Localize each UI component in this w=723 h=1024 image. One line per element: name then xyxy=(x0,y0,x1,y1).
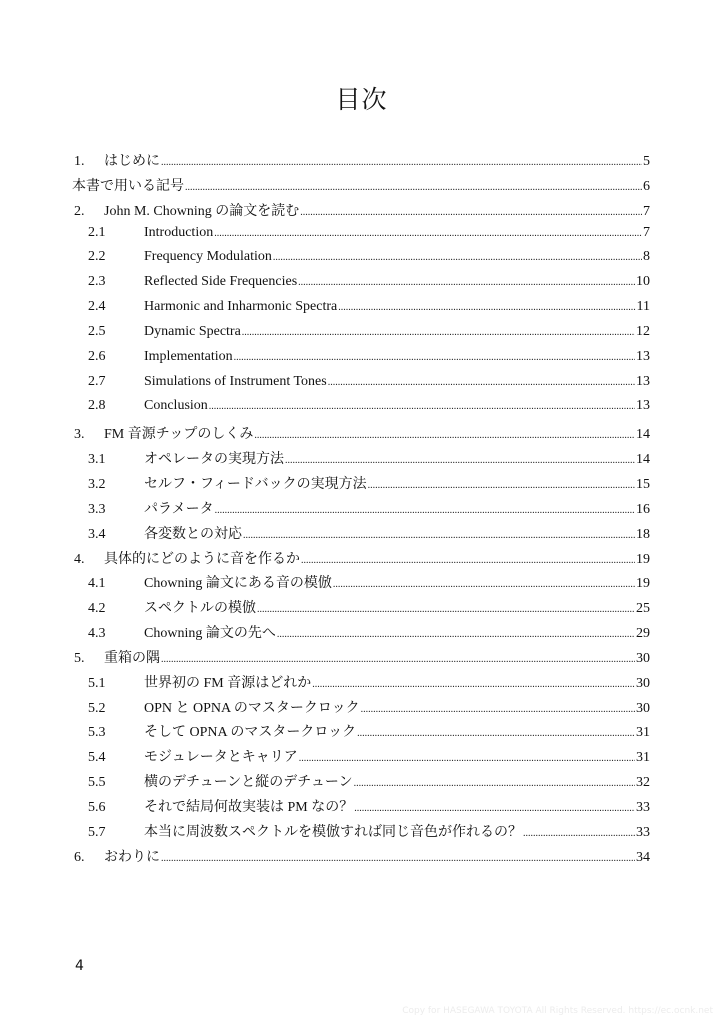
toc-entry-title: 本当に周波数スペクトルを模倣すれば同じ音色が作れるの？ xyxy=(144,824,522,840)
toc-entry-page: 10 xyxy=(636,274,650,290)
toc-entry[interactable] xyxy=(72,498,650,523)
toc-leader-dots xyxy=(277,629,635,640)
toc-entry-number: 3.2 xyxy=(88,476,106,492)
toc-entry[interactable] xyxy=(72,448,650,473)
toc-entry-number: 2.5 xyxy=(88,323,106,339)
toc-entry-number: 2.4 xyxy=(88,299,106,315)
toc-leader-dots xyxy=(161,654,635,665)
toc-entry-page: 25 xyxy=(636,601,650,617)
toc-entry-number: 2.1 xyxy=(88,224,106,240)
toc-entry-page: 29 xyxy=(636,626,650,642)
toc-leader-dots xyxy=(161,853,635,864)
toc-entry-page: 19 xyxy=(636,576,650,592)
toc-entry-page: 6 xyxy=(643,178,650,194)
toc-entry-title: Conclusion xyxy=(144,398,208,414)
toc-entry-number: 4.2 xyxy=(88,601,106,617)
table-of-contents xyxy=(72,150,650,870)
toc-leader-dots xyxy=(361,704,635,715)
toc-entry[interactable] xyxy=(72,374,650,399)
toc-entry-page: 13 xyxy=(636,398,650,414)
toc-entry[interactable] xyxy=(72,622,650,647)
toc-entry-number: 5.3 xyxy=(88,725,106,741)
toc-entry-page: 31 xyxy=(636,750,650,766)
toc-entry[interactable] xyxy=(72,299,650,324)
toc-leader-dots xyxy=(328,377,635,388)
toc-entry-page: 5 xyxy=(643,154,650,169)
toc-entry-number: 3.4 xyxy=(88,526,106,542)
toc-entry-title: FM 音源チップのしくみ xyxy=(104,427,254,443)
page-title: 目次 xyxy=(335,85,388,114)
toc-entry-page: 16 xyxy=(636,501,650,517)
toc-leader-dots xyxy=(214,228,642,239)
toc-entry-title: Frequency Modulation xyxy=(144,249,272,265)
watermark: Copy for HASEGAWA TOYOTA All Rights Reserved. https://ec.ocnk.net xyxy=(402,1006,713,1016)
toc-entry-page: 19 xyxy=(636,551,650,567)
toc-entry[interactable] xyxy=(72,846,650,871)
toc-entry-title: Harmonic and Inharmonic Spectra xyxy=(144,299,338,315)
toc-entry-title: オペレータの実現方法 xyxy=(144,452,284,468)
toc-entry-title: パラメータ xyxy=(144,501,214,517)
toc-leader-dots xyxy=(523,828,635,839)
toc-entry[interactable] xyxy=(72,398,650,423)
toc-entry-page: 30 xyxy=(636,675,650,691)
toc-leader-dots xyxy=(354,803,635,814)
toc-entry-title: Chowning 論文にある音の模倣 xyxy=(144,576,332,592)
toc-entry-number: 1. xyxy=(74,154,85,169)
toc-entry-title: 横のデチューンと縦のデチューン xyxy=(144,775,353,791)
toc-entry-number: 3.1 xyxy=(88,452,106,468)
toc-entry[interactable] xyxy=(72,796,650,821)
toc-entry[interactable] xyxy=(72,523,650,548)
toc-entry-page: 13 xyxy=(636,348,650,364)
toc-entry[interactable] xyxy=(72,175,650,200)
toc-entry-number: 5.6 xyxy=(88,799,106,815)
toc-entry-title: 世界初の FM 音源はどれか xyxy=(144,675,312,691)
toc-entry-number: 4. xyxy=(74,551,85,567)
toc-entry-title: Dynamic Spectra xyxy=(144,323,241,339)
toc-entry[interactable] xyxy=(72,274,650,299)
toc-entry-number: 5. xyxy=(74,650,85,666)
toc-leader-dots xyxy=(338,302,635,313)
toc-entry-title: モジュレータとキャリア xyxy=(144,750,298,766)
toc-entry-title: セルフ・フィードバックの実現方法 xyxy=(144,476,367,492)
toc-entry[interactable] xyxy=(72,572,650,597)
toc-leader-dots xyxy=(273,252,642,263)
toc-entry[interactable] xyxy=(72,746,650,771)
toc-leader-dots xyxy=(215,505,635,516)
toc-entry-page: 7 xyxy=(643,224,650,240)
toc-entry[interactable] xyxy=(72,597,650,622)
toc-entry-number: 3. xyxy=(74,427,85,443)
toc-entry-number: 5.2 xyxy=(88,700,106,716)
toc-entry[interactable] xyxy=(72,249,650,274)
toc-entry-number: 4.3 xyxy=(88,626,106,642)
toc-entry-page: 11 xyxy=(636,299,650,315)
toc-leader-dots xyxy=(161,157,642,168)
toc-leader-dots xyxy=(209,401,635,412)
page-number: 4 xyxy=(75,958,84,974)
toc-entry-title: 各変数との対応 xyxy=(144,526,242,542)
toc-entry-page: 14 xyxy=(636,452,650,468)
toc-leader-dots xyxy=(299,753,635,764)
toc-entry[interactable] xyxy=(72,423,650,448)
toc-leader-dots xyxy=(357,728,635,739)
toc-entry-title: John M. Chowning の論文を読む xyxy=(104,203,300,219)
toc-entry-number: 2. xyxy=(74,203,85,219)
toc-leader-dots xyxy=(368,480,635,491)
toc-leader-dots xyxy=(333,579,635,590)
toc-entry-title: 具体的にどのように音を作るか xyxy=(104,551,300,567)
toc-entry-page: 30 xyxy=(636,700,650,716)
toc-entry-page: 7 xyxy=(643,203,650,219)
toc-leader-dots xyxy=(300,207,642,218)
toc-entry-number: 5.5 xyxy=(88,775,106,791)
toc-entry-title: 本書で用いる記号 xyxy=(72,178,184,194)
toc-entry-page: 33 xyxy=(636,799,650,815)
toc-leader-dots xyxy=(243,530,635,541)
toc-entry-page: 12 xyxy=(636,323,650,339)
toc-entry-number: 2.3 xyxy=(88,274,106,290)
toc-entry-title: はじめに xyxy=(104,154,160,169)
toc-entry-title: Chowning 論文の先へ xyxy=(144,626,276,642)
toc-entry[interactable] xyxy=(72,225,650,250)
toc-entry-number: 2.8 xyxy=(88,398,106,414)
toc-entry-page: 34 xyxy=(636,849,650,865)
toc-entry-title: Introduction xyxy=(144,224,214,240)
toc-entry[interactable] xyxy=(72,821,650,846)
toc-entry-page: 31 xyxy=(636,725,650,741)
toc-entry-page: 32 xyxy=(636,775,650,791)
toc-entry-page: 14 xyxy=(636,427,650,443)
toc-entry[interactable] xyxy=(72,349,650,374)
toc-entry[interactable] xyxy=(72,200,650,225)
toc-entry-number: 2.2 xyxy=(88,249,106,265)
toc-entry[interactable] xyxy=(72,473,650,498)
toc-entry[interactable] xyxy=(72,548,650,573)
toc-entry-number: 5.4 xyxy=(88,750,106,766)
toc-entry-page: 18 xyxy=(636,526,650,542)
toc-entry-title: おわりに xyxy=(104,849,160,865)
toc-entry[interactable] xyxy=(72,771,650,796)
toc-leader-dots xyxy=(257,604,635,615)
toc-entry[interactable] xyxy=(72,721,650,746)
toc-entry[interactable] xyxy=(72,697,650,722)
toc-entry[interactable] xyxy=(72,672,650,697)
toc-entry-number: 6. xyxy=(74,849,85,865)
toc-entry-page: 8 xyxy=(643,249,650,265)
toc-leader-dots xyxy=(312,679,635,690)
toc-entry-page: 33 xyxy=(636,824,650,840)
toc-entry-title: 重箱の隅 xyxy=(104,650,160,666)
toc-entry-page: 30 xyxy=(636,650,650,666)
toc-entry-number: 2.6 xyxy=(88,348,106,364)
toc-leader-dots xyxy=(285,455,635,466)
toc-entry-number: 2.7 xyxy=(88,373,106,389)
toc-entry-number: 4.1 xyxy=(88,576,106,592)
toc-entry-title: スペクトルの模倣 xyxy=(144,601,256,617)
toc-leader-dots xyxy=(234,352,635,363)
toc-entry-number: 5.1 xyxy=(88,675,106,691)
toc-entry[interactable] xyxy=(72,324,650,349)
toc-entry-number: 5.7 xyxy=(88,824,106,840)
toc-leader-dots xyxy=(301,555,635,566)
toc-entry-title: OPN と OPNA のマスタークロック xyxy=(144,700,360,716)
toc-entry-title: そして OPNA のマスタークロック xyxy=(144,725,357,741)
toc-leader-dots xyxy=(242,327,635,338)
toc-entry-title: Implementation xyxy=(144,348,233,364)
toc-entry-page: 15 xyxy=(636,476,650,492)
toc-leader-dots xyxy=(185,182,642,193)
toc-entry-title: Reflected Side Frequencies xyxy=(144,274,298,290)
toc-entry[interactable] xyxy=(72,647,650,672)
toc-entry-title: Simulations of Instrument Tones xyxy=(144,373,327,389)
toc-entry-number: 3.3 xyxy=(88,501,106,517)
toc-entry[interactable] xyxy=(72,150,650,175)
toc-entry-title: それで結局何故実装は PM なの？ xyxy=(144,799,354,815)
toc-entry-page: 13 xyxy=(636,373,650,389)
toc-leader-dots xyxy=(354,778,635,789)
toc-leader-dots xyxy=(298,277,635,288)
toc-leader-dots xyxy=(254,430,635,441)
